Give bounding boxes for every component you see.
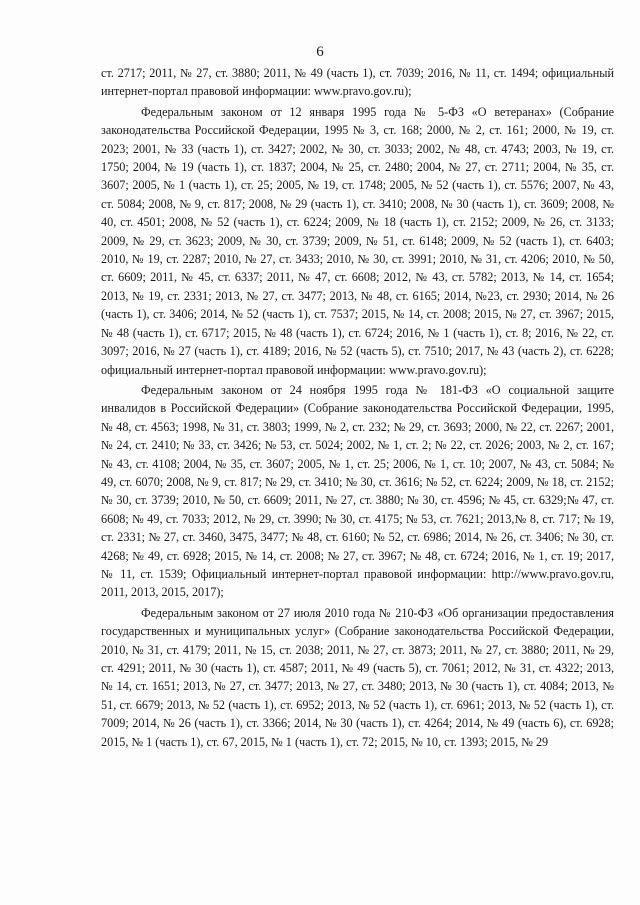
paragraph-continuation: ст. 2717; 2011, № 27, ст. 3880; 2011, № 49 (часть 1), ст. 7039; 2016, № 11, ст. 1494; официальный интернет-портал правовой информации: www.pravo.gov.ru); [101, 66, 614, 99]
paragraph-veterans-law: Федеральным законом от 12 января 1995 года № 5-ФЗ «О ветеранах» (Собрание законодательства Российской Федерации, 1995 № 3, ст. 168; 2000, № 2, ст. 161; 2000, № 19, ст. 2023; 2001, № 33 (часть 1), ст. 3427; 2002, № 30, ст. 3033; 2002, № 48, ст. 4743; 2003, № 19, ст. 1750; 2004, № 19 (часть 1), ст. 1837; 2004, № 25, ст. 2480; 2004, № 27, ст. 2711; 2004, № 35, ст. 3607; 2005, № 1 (часть 1), ст. 25; 2005, № 19, ст. 1748; 2005, № 52 (часть 1), ст. 5576; 2007, № 43, ст. 5084; 2008, № 9, ст. 817; 2008, № 29 (часть 1), ст. 3410; 2008, № 30 (часть 1), ст. 3609; 2008, № 40, ст. 4501; 2008, № 52 (часть 1), ст. 6224; 2009, № 18 (часть 1), ст. 2152; 2009, № 26, ст. 3133; 2009, № 29, ст. 3623; 2009, № 30, ст. 3739; 2009, № 51, ст. 6148; 2009, № 52 (часть 1), ст. 6403; 2010, № 19, ст. 2287; 2010, № 27, ст. 3433; 2010, № 30, ст. 3991; 2010, № 31, ст. 4206; 2010, № 50, ст. 6609; 2011, № 45, ст. 6337; 2011, № 47, ст. 6608; 2012, № 43, ст. 5782; 2013, № 14, ст. 1654; 2013, № 19, ст. 2331; 2013, № 27, ст. 3477; 2013, № 48, ст. 6165; 2014, №23, ст. 2930; 2014, № 26 (часть 1), ст. 3406; 2014, № 52 (часть 1), ст. 7537; 2015, № 14, ст. 2008; 2015, № 27, ст. 3967; 2015, № 48 (часть 1), ст. 6717; 2015, № 48 (часть 1), ст. 6724; 2016, № 1 (часть 1), ст. 8; 2016, № 22, ст. 3097; 2016, № 27 (часть 1), ст. 4189; 2016, № 52 (часть 5), ст. 7510; 2017, № 43 (часть 2), ст. 6228; официальный интернет-портал правовой информации: www.pravo.gov.ru); [101, 104, 614, 377]
page-number: 6 [316, 44, 324, 60]
paragraph-public-services-law: Федеральным законом от 27 июля 2010 года № 210-ФЗ «Об организации предоставления государственных и муниципальных услуг» (Собрание законодательства Российской Федерации, 2010, № 31, ст. 4179; 2011, № 15, ст. 2038; 2011, № 27, ст. 3873; 2011, № 27, ст. 3880; 2011, № 29, ст. 4291; 2011, № 30 (часть 1), ст. 4587; 2011, № 49 (часть 5), ст. 7061; 2012, № 31, ст. 4322; 2013, № 14, ст. 1651; 2013, № 27, ст. 3477; 2013, № 27, ст. 3480; 2013, № 30 (часть 1), ст. 4084; 2013, № 51, ст. 6679; 2013, № 52 (часть 1), ст. 6952; 2013, № 52 (часть 1), ст. 6961; 2013, № 52 (часть 1), ст. 7009; 2014, № 26 (часть 1), ст. 3366; 2014, № 30 (часть 1), ст. 4264; 2014, № 49 (часть 6), ст. 6928; 2015, № 1 (часть 1), ст. 67, 2015, № 1 (часть 1), ст. 72; 2015, № 10, ст. 1393; 2015, № 29 [101, 605, 614, 749]
document-body [101, 64, 614, 751]
paragraph-disabled-protection-law: Федеральным законом от 24 ноября 1995 года № 181-ФЗ «О социальной защите инвалидов в Российской Федерации» (Собрание законодательства Российской Федерации, 1995, № 48, ст. 4563; 1998, № 31, ст. 3803; 1999, № 2, ст. 232; № 29, ст. 3693; 2000, № 22, ст. 2267; 2001, № 24, ст. 2410; № 33, ст. 3426; № 53, ст. 5024; 2002, № 1, ст. 2; № 22, ст. 2026; 2003, № 2, ст. 167; № 43, ст. 4108; 2004, № 35, ст. 3607; 2005, № 1, ст. 25; 2006, № 1, ст. 10; 2007, № 43, ст. 5084; № 49, ст. 6070; 2008, № 9, ст. 817; № 29, ст. 3410; № 30, ст. 3616; № 52, ст. 6224; 2009, № 18, ст. 2152; № 30, ст. 3739; 2010, № 50, ст. 6609; 2011, № 27, ст. 3880; № 30, ст. 4596; № 45, ст. 6329;№ 47, ст. 6608; № 49, ст. 7033; 2012, № 29, ст. 3990; № 30, ст. 4175; № 53, ст. 7621; 2013,№ 8, ст. 717; № 19, ст. 2331; № 27, ст. 3460, 3475, 3477; № 48, ст. 6160; № 52, ст. 6986; 2014, № 26, ст. 3406; № 30, ст. 4268; № 49, ст. 6928; 2015, № 14, ст. 2008; № 27, ст. 3967; № 48, ст. 6724; 2016, № 1, ст. 19; 2017, № 11, ст. 1539; Официальный интернет-портал правовой информации: http://www.pravo.gov.ru, 2011, 2013, 2015, 2017); [101, 382, 614, 600]
